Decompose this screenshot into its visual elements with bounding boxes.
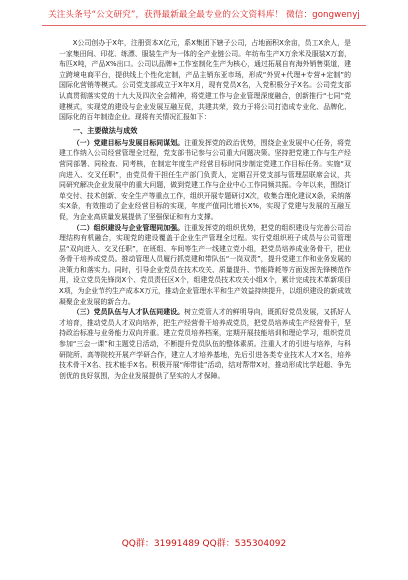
page-header bbox=[0, 0, 408, 32]
section-item-3 bbox=[59, 307, 351, 381]
item-title: （一）党建目标与发展目标同谋划。 bbox=[72, 138, 185, 147]
intro-paragraph: X公司创办于X年，注册资本X亿元，系X集团下辖子公司，占地面积X余亩，员工X余人，是一家集田间、印花、练漂、服装生产为一体的全产业链公司。年纺布生产X万余米及服装X万套，布匹X吨，产品X%出口。公司以品牌+工作室制化生产为核心，通过拓展自有海外销售渠道，建立跨境电商平台，提供线上个性化定制，产品主销东亚市场，形成“外贸+代理+专营+定制”的国际化营销等模式。公司党支部成立于X年X月，现有党员X名，入党积极分子X名。公司党支部认真贯彻落实党的十九大及四次全会精神，将党建工作与企业管理深度融合，创新推行“七同”党建模式，实现党的建设与企业发展互融互促，共建共荣，致力于将公司打造成专业化、品牌化、国际化的百年制造企业。现将有关情况汇报如下： bbox=[59, 39, 351, 122]
section-heading: 一、主要做法与成效 bbox=[72, 125, 138, 135]
item-title: （三）党员队伍与人才队伍同建设。 bbox=[72, 308, 185, 317]
page-footer bbox=[0, 536, 408, 554]
footer-qq-groups: QQ群：31991489 QQ群：535304092 bbox=[121, 539, 287, 549]
item-body: 注重发挥党的政治优势，围绕企业发展中心任务，将党建工作纳入公司经营管理全过程，党支部书记参与公司重大问题决策。坚持把党建工作与生产经营同部署、同检查、同考核，在制定年度生产经营目标时同步制定党建工作目标任务。实施“双向进入、交叉任职”，由党员骨干担任生产部门负责人，定期召开党支部与管理层联席会议，共同研究解决企业发展中的重大问题，做到党建工作与企业中心工作同频共振。今年以来，围绕订单交付、技术创新、安全生产等重点工作，组织开展专题研讨X次，收集合理化建议X条，采纳落实X条，有效推动了企业经营目标的实现，年度产值同比增长X%，实现了党建与发展的互融互促，为企业高质量发展提供了坚强保证和有力支撑。 bbox=[59, 138, 351, 221]
document-body bbox=[59, 38, 351, 526]
section-item-1 bbox=[59, 138, 351, 223]
item-body: 注重发挥党的组织优势，把党的组织建设与完善公司治理结构有机融合，实现党的建设覆盖于企业生产管理全过程。实行党组织班子成员与公司管理层“双向进入、交叉任职”，在班组、车间等生产一线建立党小组，把党员培养成业务骨干，把业务骨干培养成党员。推动管理人员履行抓党建和带队伍“一岗双责”，提升党建工作和业务发展的决策力和落实力。同时，引导企业党员在技术攻关、质量提升、节能降耗等方面发挥先锋模范作用，设立党员先锋岗X个、党员责任区X个，组建党员技术攻关小组X个，累计完成技术革新项目X项，为企业节约生产成本X万元，推动企业管理水平和生产效益持续提升，以组织建设的新成效凝聚企业发展的新合力。 bbox=[59, 223, 351, 306]
section-item-2 bbox=[59, 223, 351, 308]
item-body: 树立党管人才的鲜明导向，既抓好党员发展，又抓好人才培育，推动党员人才双向培养，把生产经营骨干培养成党员，把党员培养成生产经营骨干，坚持政治标准与业务能力双向并重。建立党员培养档案，定期开展技能培训和理论学习，组织党员参加“三会一课”和主题党日活动，不断提升党员队伍的整体素质。注重人才的引进与培养，与科研院所、高等院校开展产学研合作，建立人才培养基地，先后引进各类专业技术人才X名，培养技术骨干X名、技术能手X名。积极开展“师带徒”活动，结对帮带X对，推动形成比学赶超、争先创优的良好氛围，为企业发展提供了坚实的人才保障。 bbox=[59, 308, 351, 380]
item-title: （二）组织建设与企业管理同加强。 bbox=[72, 223, 185, 232]
header-promo-text: 关注头条号“公文研究”，获得最新最全最专业的公文资料库！ 微信：gongwenyj bbox=[48, 10, 360, 20]
header-divider bbox=[42, 25, 366, 26]
